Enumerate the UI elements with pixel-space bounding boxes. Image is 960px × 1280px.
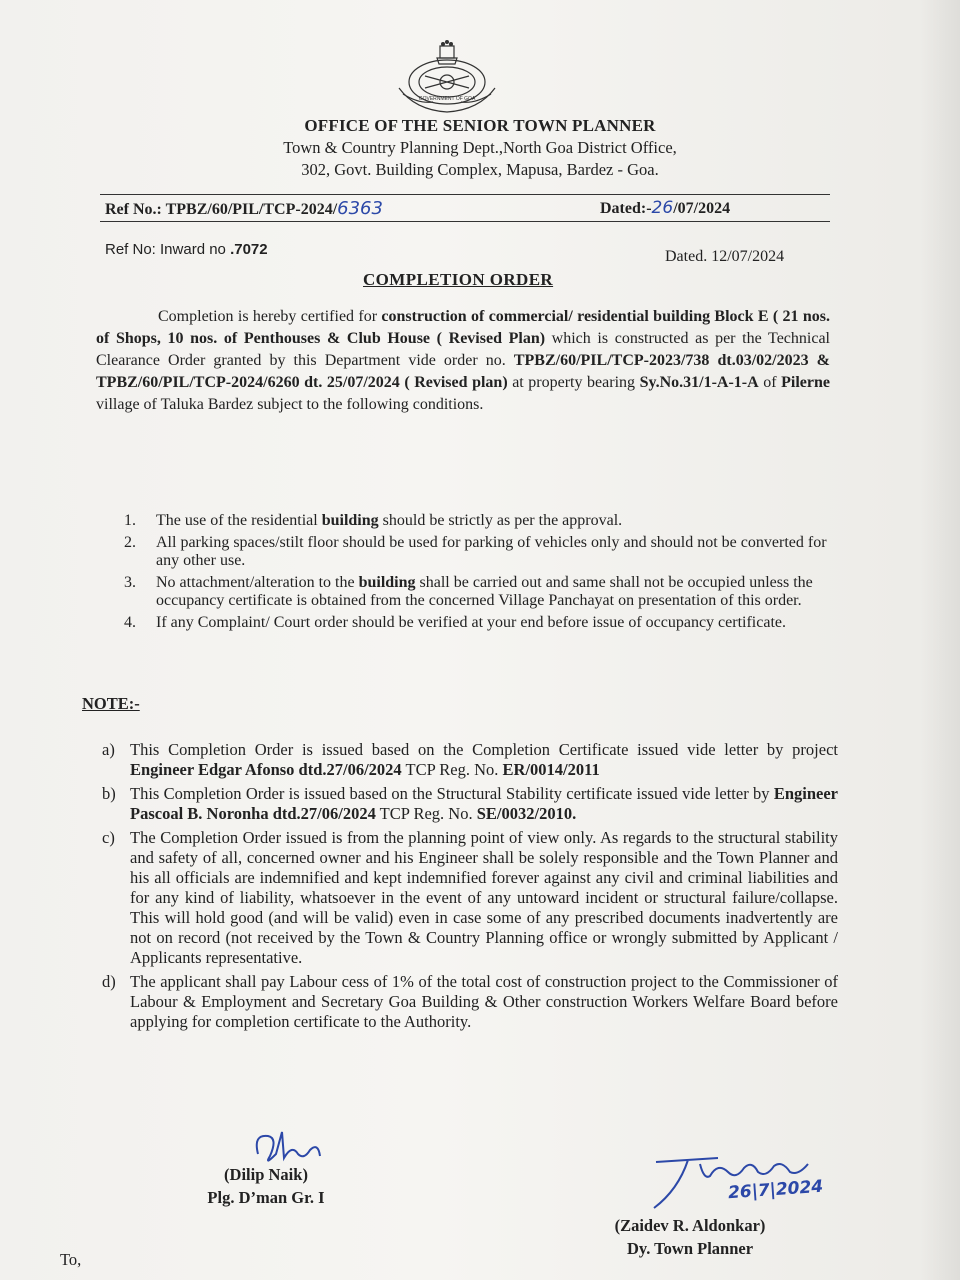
condition-bold: building <box>358 574 416 591</box>
body-bold-2: TPBZ/60/PIL/TCP-2023/738 dt.03/02/2023 & TPBZ/60/PIL/TCP-2024/6260 dt. 25/07/2024 ( Revised plan) <box>96 352 831 391</box>
goa-emblem-icon <box>385 38 510 118</box>
note-text-2: TCP Reg. No. <box>375 804 477 823</box>
right-signatory-designation: Dy. Town Planner <box>626 1239 754 1258</box>
left-signatory <box>176 1163 356 1209</box>
dated-handwritten-day: 26 <box>651 198 674 218</box>
inward-dated-label: Dated. <box>665 248 712 265</box>
note-bold: Engineer Pascoal B. Noronha dtd.27/06/2024 <box>130 784 838 823</box>
left-signatory-designation: Plg. D’man Gr. I <box>207 1188 325 1207</box>
left-signatory-name: (Dilip Naik) <box>224 1165 308 1184</box>
condition-number: 4. <box>124 614 136 631</box>
inward-dated-value: 12/07/2024 <box>711 248 785 265</box>
ref-handwritten-number: 6363 <box>337 198 383 219</box>
condition-text: If any Complaint/ Court order should be verified at your end before issue of occupancy certificate. <box>156 614 786 631</box>
condition-number: 1. <box>124 512 136 529</box>
note-text: This Completion Order is issued based on the Structural Stability certificate issued vide letter by <box>130 784 774 803</box>
body-bold-4: Pilerne <box>781 374 830 391</box>
note-text-2: TCP Reg. No. <box>401 760 503 779</box>
note-letter: a) <box>102 740 115 759</box>
body-text-3: at property bearing <box>507 374 640 391</box>
body-text-1: Completion is hereby certified for <box>158 308 382 325</box>
address-line: 302, Govt. Building Complex, Mapusa, Bardez - Goa. <box>301 160 659 179</box>
page-edge-shadow <box>920 0 960 1280</box>
ref-row <box>105 198 825 219</box>
document-title: COMPLETION ORDER <box>363 270 554 289</box>
body-bold-3: Sy.No.31/1-A-1-A <box>639 374 759 391</box>
condition-item <box>120 574 832 610</box>
to-label: To, <box>60 1250 82 1269</box>
office-title: OFFICE OF THE SENIOR TOWN PLANNER <box>304 116 656 135</box>
body-bold-1: construction of commercial/ residential building Block E ( 21 nos. of Shops, 10 nos. of Penthouses & Club House ( Revised Plan) <box>96 308 830 347</box>
condition-item <box>120 534 832 570</box>
condition-text: The use of the residential <box>156 512 322 529</box>
department-line: Town & Country Planning Dept.,North Goa District Office, <box>283 138 677 157</box>
note-label: NOTE:- <box>82 694 140 713</box>
condition-text: No attachment/alteration to the <box>156 574 359 591</box>
conditions-list <box>120 512 832 636</box>
notes-list <box>100 740 838 1036</box>
note-text: The applicant shall pay Labour cess of 1% of the total cost of construction project to the Commissioner of Labour & Employment and Secretary Goa Building & Other construction Workers Welfare Board before applying for completion certificate to the Authority. <box>130 972 838 1031</box>
note-bold: Engineer Edgar Afonso dtd.27/06/2024 <box>130 760 402 779</box>
condition-bold: building <box>321 512 379 529</box>
note-text: This Completion Order is issued based on the Completion Certificate issued vide letter by project <box>130 740 838 759</box>
body-text-2: which is constructed as per the Technical Clearance Order granted by this Department vide order no. <box>96 330 830 369</box>
inward-number: .7072 <box>230 241 268 258</box>
condition-text-end: shall be carried out and same shall not be occupied unless the occupancy certificate is obtained from the concerned Village Panchayat on presentation of this order. <box>156 574 813 609</box>
right-signatory <box>590 1214 790 1260</box>
right-signatory-name: (Zaidev R. Aldonkar) <box>614 1216 766 1235</box>
condition-text: All parking spaces/stilt floor should be used for parking of vehicles only and should not be converted for any other use. <box>156 534 827 569</box>
body-text-4: of <box>758 374 782 391</box>
inward-dated <box>665 248 784 266</box>
right-handwritten-date: 26|7|2024 <box>727 1176 824 1204</box>
note-text: The Completion Order issued is from the planning point of view only. As regards to the structural stability and safety of all, concerned owner and his Engineer shall be solely responsible and the Town Planner and his all officials are indemnified and kept indemnified forever against any civil and criminal liabilities and for any kind of liability, whatsoever in the event of any untoward incident or structural failure/collapse. This will hold good (and will be valid) even in case some of any prescribed documents inadvertently are not on record (not received by the Town & Country Planning office or wrongly submitted by Applicant / Applicants representative. <box>130 828 838 967</box>
inward-label: Ref No: Inward no <box>105 241 231 258</box>
body-paragraph <box>96 306 830 416</box>
note-item-a <box>100 740 838 780</box>
dated-month-year: /07/2024 <box>673 200 731 217</box>
note-item-b <box>100 784 838 824</box>
top-rule <box>100 194 830 195</box>
note-item-d <box>100 972 838 1032</box>
condition-number: 3. <box>124 574 136 591</box>
body-text-5: village of Taluka Bardez subject to the following conditions. <box>96 396 484 413</box>
note-bold-2: ER/0014/2011 <box>502 760 600 779</box>
dated-label: Dated:- <box>600 200 652 217</box>
condition-number: 2. <box>124 534 136 551</box>
bottom-rule <box>100 221 830 222</box>
condition-text-end: should be strictly as per the approval. <box>378 512 623 529</box>
note-item-c <box>100 828 838 968</box>
note-letter: d) <box>102 972 116 991</box>
inward-ref <box>105 241 268 258</box>
svg-text:GOVERNMENT OF GOA: GOVERNMENT OF GOA <box>418 96 476 102</box>
ref-label: Ref No.: TPBZ/60/PIL/TCP-2024/ <box>105 201 338 218</box>
note-letter: b) <box>102 784 116 803</box>
ref-dated <box>600 198 730 218</box>
note-bold-2: SE/0032/2010. <box>476 804 577 823</box>
condition-item <box>120 512 832 530</box>
note-letter: c) <box>102 828 115 847</box>
condition-item <box>120 614 832 632</box>
